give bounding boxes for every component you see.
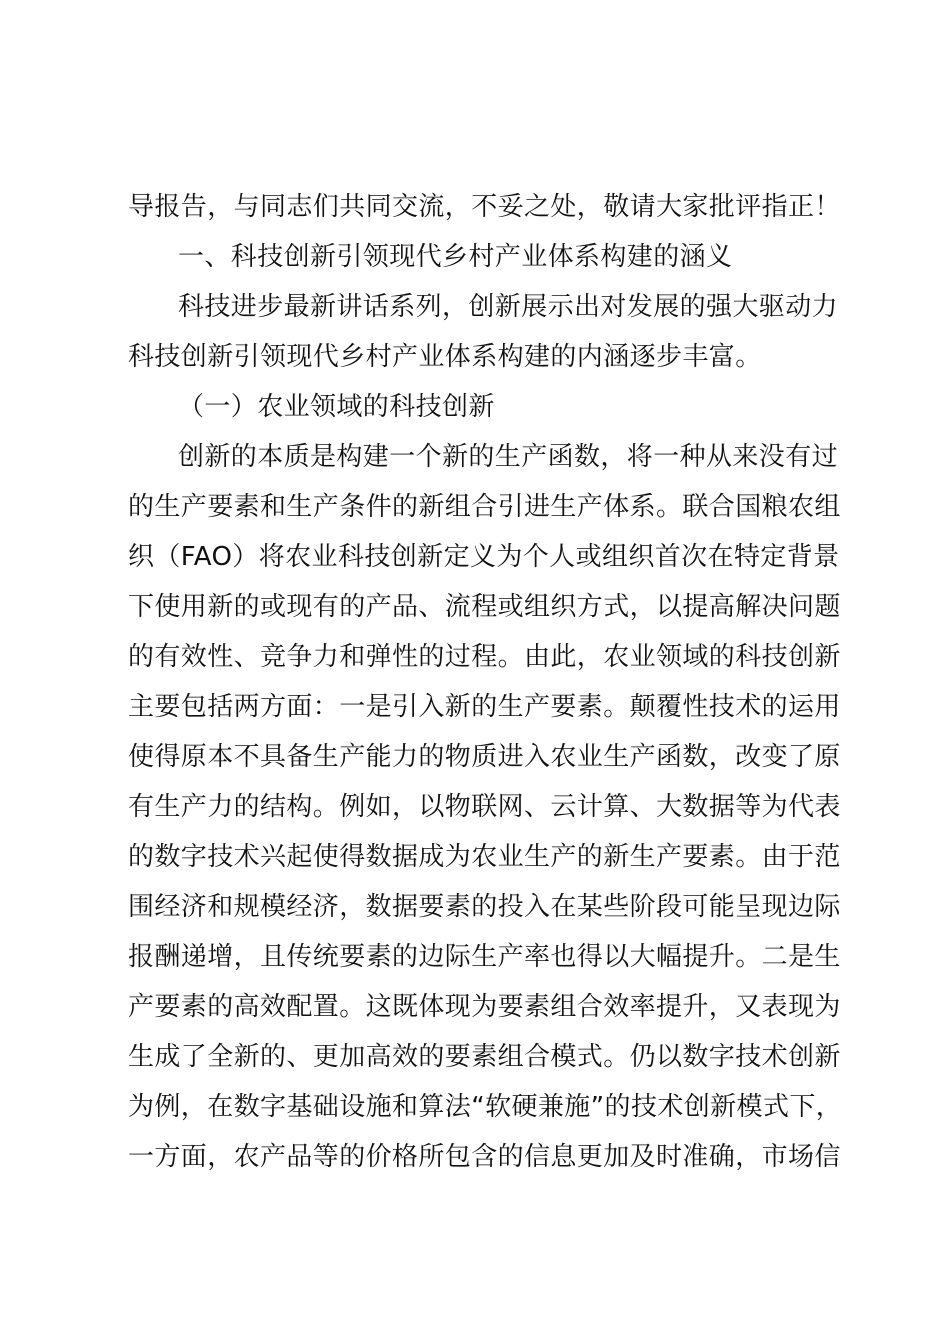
text-line: 有生产力的结构。例如，以物联网、云计算、大数据等为代表 xyxy=(128,792,841,822)
text-line: 使得原本不具备生产能力的物质进入农业生产函数，改变了原 xyxy=(128,742,841,772)
text-line: 一方面，农产品等的价格所包含的信息更加及时准确，市场信 xyxy=(128,1142,841,1172)
text-line: 围经济和规模经济，数据要素的投入在某些阶段可能呈现边际 xyxy=(128,892,841,922)
text-line: 的生产要素和生产条件的新组合引进生产体系。联合国粮农组 xyxy=(128,492,841,522)
section-heading: 一、科技创新引领现代乡村产业体系构建的涵义 xyxy=(178,242,733,272)
text-line: 的有效性、竞争力和弹性的过程。由此，农业领域的科技创新 xyxy=(128,642,841,672)
text-line: 的数字技术兴起使得数据成为农业生产的新生产要素。由于范 xyxy=(128,842,841,872)
text-line: 织（FAO）将农业科技创新定义为个人或组织首次在特定背景 xyxy=(128,542,840,572)
text-line: 科技创新引领现代乡村产业体系构建的内涵逐步丰富。 xyxy=(128,342,762,372)
text-line: 下使用新的或现有的产品、流程或组织方式，以提高解决问题 xyxy=(128,592,841,622)
text-line: 报酬递增，且传统要素的边际生产率也得以大幅提升。二是生 xyxy=(128,942,841,972)
text-line: 为例，在数字基础设施和算法“软硬兼施”的技术创新模式下， xyxy=(128,1092,843,1122)
subsection-heading: （一）农业领域的科技创新 xyxy=(178,392,495,422)
text-line: 主要包括两方面：一是引入新的生产要素。颠覆性技术的运用 xyxy=(128,692,841,722)
text-line: 创新的本质是构建一个新的生产函数，将一种从来没有过 xyxy=(178,442,839,472)
text-line: 生成了全新的、更加高效的要素组合模式。仍以数字技术创新 xyxy=(128,1042,841,1072)
text-line: 产要素的高效配置。这既体现为要素组合效率提升，又表现为 xyxy=(128,992,841,1022)
text-line: 科技进步最新讲话系列，创新展示出对发展的强大驱动力 xyxy=(178,292,839,322)
text-line: 导报告，与同志们共同交流，不妥之处，敬请大家批评指正！ xyxy=(128,192,841,222)
